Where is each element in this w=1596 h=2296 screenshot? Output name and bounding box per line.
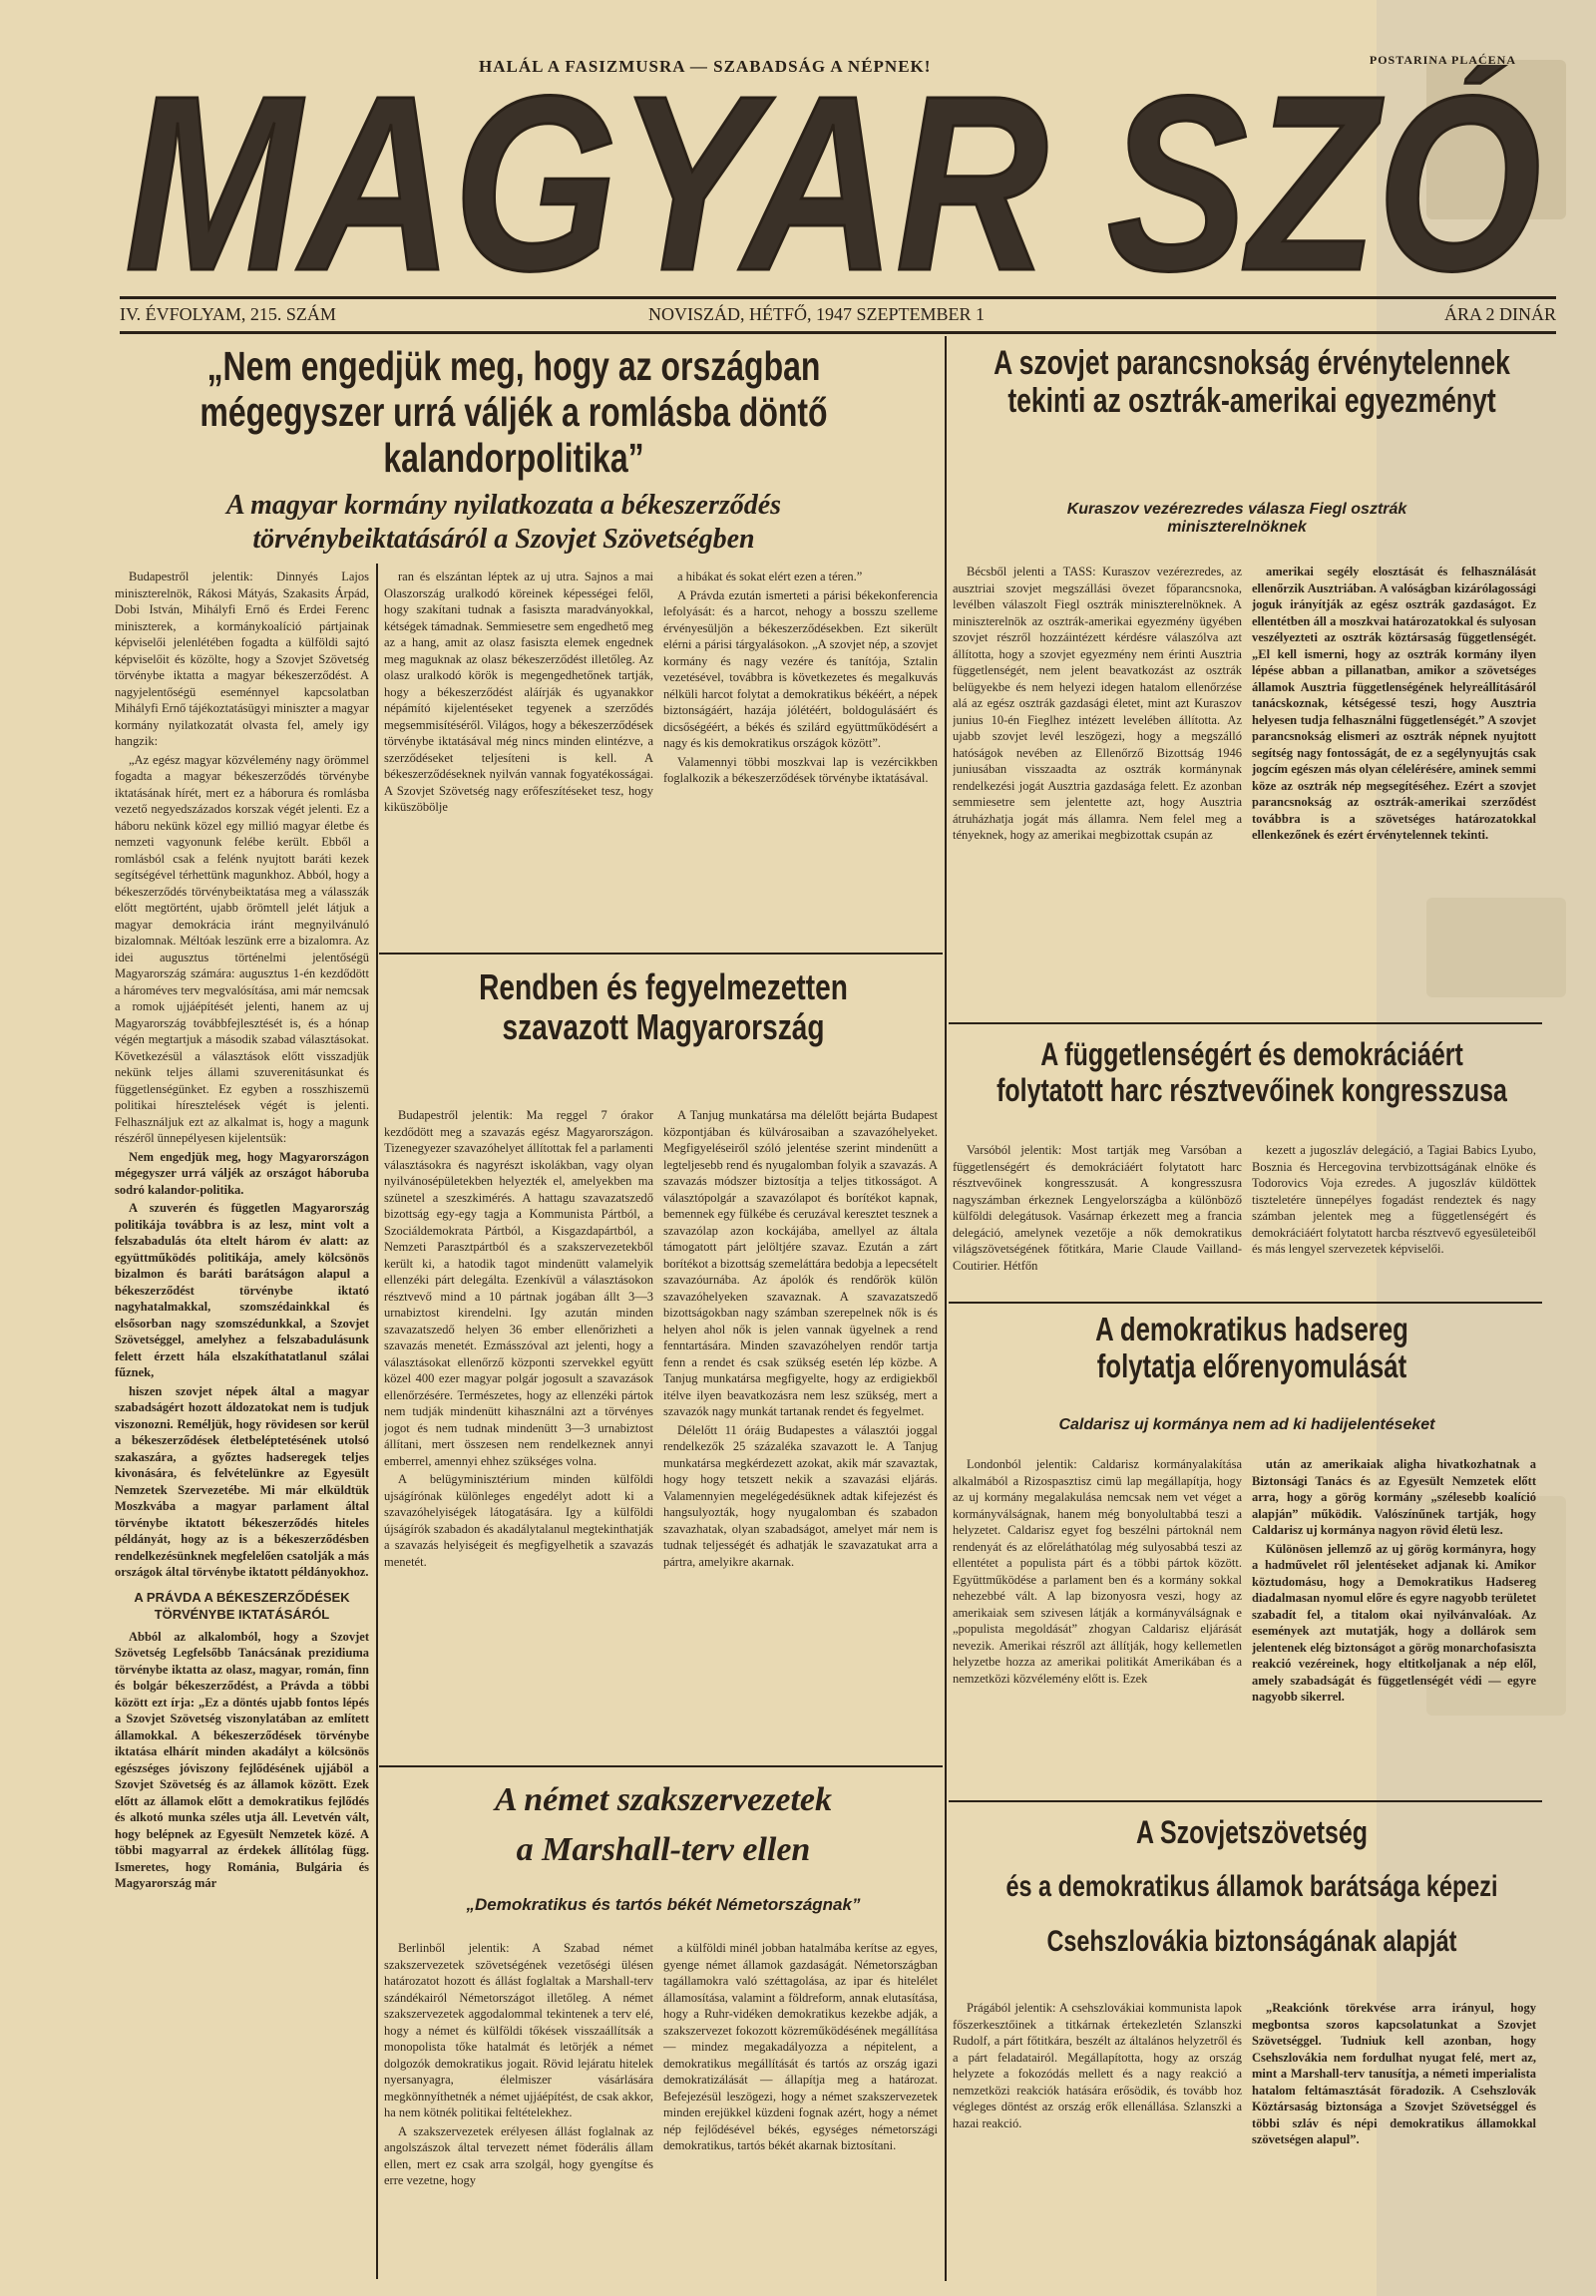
greece-headline: A demokratikus hadsereg folytatja előrenyomulását <box>1095 1311 1408 1384</box>
lead-headline: „Nem engedjük meg, hogy az országban mégegyszer urrá váljék a romlásba döntő kalandorpolitika” <box>200 343 828 481</box>
section-rule <box>949 1302 1542 1304</box>
section-rule <box>379 953 943 955</box>
vote-paragraph: Délelőtt 11 óráig Budapestes a választói joggal rendelkezők 25 százaléka szavazott le. A Tanjug munkatársa megkérdezett azokat, akik már szavaztak, hogy hogy tetszett nekik a szavazási eljárás. Valamennyien megelégedésüknek adtak kifejezést és hangsulyozták, hogy nyugalomban és szabadon szavazhatak, olyan szabadságot, amelyet már nem is tudnak teljességét és adhatják le szavazatukat arra a pártra, amelyikre akarnak. <box>663 1422 938 1569</box>
lead-paragraph: „Az egész magyar közvélemény nagy örömmel fogadta a magyar békeszerződés törvénybe iktatásának hírét, mert ez a háborura és romlásba vezető negyedszázados korszak végét jelenti. Ez a háboru nekünk közel egy millió magyar életbe és nemzeti vagyonunk felébe került. Ebből a romlásból csak a felénk nyujtott baráti kezek segítségével térhettünk magunkhoz. Abból, hogy a békeszerződés törvénybeiktatása meg a válasszák előtt megtörtént, ujabb örömtell jelét látjuk a magyar demokrácia iránt megnyilvánuló bizalomnak. Méltóak leszünk erre a bizalomra. Az idei augusztus történelmi jelentőségü Magyarország számára: augusztus 1-én kezdődött a hároméves terv megvalósítása, ami már nemcsak a romok ujjáépítését jelenti, hanem az uj Magyarország továbbfejlesztését is, és a hónap végén megtartjuk a második szabad választásokat. Következésül a választások előtt visszadjük nekünk teljes állami szuverenitásunkat és függetlenségünket. Ez egyben a rosszhiszemü politikai híresztelések végét is jelenti. Felhasználjuk ezt az alkalmat is, hogy a magunk részéről ünnepélyesen kijelentsük: <box>115 752 369 1145</box>
congress-paragraph: kezett a jugoszláv delegáció, a Tagiai Babics Lyubo, Bosznia és Hercegovina tervbizottságának elnöke és Todorovics Voja ezredes. A jugoszláv küldöttek tiszteletére ünnepélyes fogadást rendeztek és nagy számban jelentek meg a függetlenségért és demokráciáért folytatott harcba résztvevő egyesületeiből és más lengyel szervezetek képviselői. <box>1252 1143 1536 1256</box>
lead-column-1 <box>115 569 369 2289</box>
greece-column-2 <box>1252 1456 1536 1790</box>
vote-paragraph: Budapestről jelentik: Ma reggel 7 órakor kezdődött meg a szavazás egész Magyarországon. Tizenegyezer szavazóhelyet állítottak fel a parlamenti választásokra és nagyrészt iskolákban, vagy olyan nyilvánosépületekben helyezték el, amelyekben ma szünetel a szeszkimérés. A hattagu szavazatszedő bizottság egy-egy tagja a Kommunista Pártból, a Szociáldemokrata Pártból, a Kisgazdapártból, a Nemzeti Parasztpártból és a szakszervezetekből került ki, a hatodik tagot mindenütt valamelyik ellenzéki párt delegálta. Ezenkívül a választásokon résztvevő mind a 10 pártnak jogában állt 3—3 urnabiztost kirendelni. Igy azután minden szavazatszedő helyen 36 ember ellenőrizheti a szavazás menetét. Ezmásszóval azt jelenti, hogy a választásokat ellenőrző központi szervekkel együtt közel 400 ezer magyar polgár jogosult a szavazások ellenőrzésére. Természetes, hogy az ellenzéki pártok nem tudják mindenütt kihasználni azt a törvényes jogot és nem tudnak mindenütt 3—3 urnabiztost állítani, mert összesen nem rendelkeznek annyi emberrel, amennyi ehhez szükséges volna. <box>384 1108 653 1468</box>
german-paragraph: a külföldi minél jobban hatalmába kerítse az egyes, gyenge német államok gazdaságát. Németországban tagállamokra való széttagolása, az ipar és hitelélet államosítása, valamint a földreform, annak elutasítása, hogy a Ruhr-vidéken demokratikus kezekbe adják, a szakszervezet fokozott közreműködésének megállítása — mindez megakadályozza a népitelent, a demokratikus megállítását és tartós az ország igazi demokratizálását — állapítja meg a határozat. Befejezésül leszögezi, hogy a német szakszervezetek minden erejükkel küzdeni fognak azért, hogy a német nép fejlődésével békés, egységes németországi demokratikus, tartós békét akarnak biztosítani. <box>663 1941 938 2152</box>
austria-column-2 <box>1252 564 1536 1012</box>
greece-paragraph: után az amerikaiak aligha hivatkozhatnak a Biztonsági Tanács és az Egyesült Nemzetek előtt arra, hogy a görög kormány „szélesebb koalíció alapján” működik. Valószínűnek tartják, hogy Caldarisz uj kormánya nagyon rövid életü lesz. <box>1252 1457 1536 1537</box>
czech-paragraph: „Reakciónk törekvése arra irányul, hogy megbontsa szoros kapcsolatunkat a Szovjet Szövetséggel. Tudniuk kell azonban, hogy Csehszlovákia nem fordulhat nyugat felé, mert az, mint a Marshall-terv tanusítja, a németi imperialista hatalom feltámasztását föradozik. A Csehszlovák Köztársaság biztonsága a Szovjet Szövetséggel és többi szláv és népi demokratikus államokkal szövetségen alapul”. <box>1252 2001 1536 2146</box>
czech-column-2 <box>1252 2000 1536 2284</box>
section-rule <box>379 1765 943 1767</box>
czech-headline-line-1: A Szovjetszövetség <box>1135 1814 1369 1850</box>
czech-column-1 <box>953 2000 1242 2284</box>
austria-paragraph: amerikai segély elosztását és felhasználását ellenőrzik Ausztriában. A valóságban kizárólagossági joguk irányítják az egész osztrák gazdaságot. Ez ellentétben áll a moszkvai határozatokkal és sulyosan veszélyezteti az osztrák köztársaság függetlenségét. „El kell ismerni, hogy az osztrák kormány ilyen lépése abban a pillanatban, amikor a szövetséges államok Ausztria függetlenségének helyreállításáról tanácskoznak, kétségessé teszi, hogy Ausztria helyesen tudja felhasználni függetlenségét.” A szovjet parancsnokság elismeri az osztrák népnek nyujtott segítség nagy fontosságát, de ez a segélynyujtás csak jogcím egészen más olyan célelérésére, aminek semmi köze az osztrák nép megsegítéséhez. Ezért a szovjet parancsnokság az osztrák-amerikai szerződést továbbra is a szövetséges határozatokkal ellenkezőnek és ezért érvénytelennek tekinti. <box>1252 565 1536 842</box>
congress-column-1 <box>953 1142 1242 1292</box>
german-headline-line-2: a Marshall-terv ellen <box>516 1831 811 1868</box>
lead-paragraph: A szuverén és független Magyarország politikája továbbra is az lesz, mint volt a felszabadulás óta eltelt három év alatt: az együttműködés politikája, amely kölcsönös bizalmon és baráti barátságon alapul a békeszerződést törvénybe iktató nagyhatalmakkal, szomszédainkkal és elsősorban nagy szomszédunkkal, a Szovjet Szövetséggel, amelyhez a felszabadulásunk felett érzett hála elszakíthatatlanul szálai fűznek, <box>115 1201 369 1379</box>
front-page <box>75 15 1556 2296</box>
dateline: NOVISZÁD, HÉTFŐ, 1947 SZEPTEMBER 1 <box>648 304 986 324</box>
masthead-logo <box>115 65 1551 294</box>
czech-headline-line-2: és a demokratikus államok barátsága képezi <box>1005 1870 1498 1903</box>
lead-paragraph: ran és elszántan léptek az uj utra. Sajnos a mai Olaszország uralkodó köreinek képességei felől, hogy szakítani tudnak a fasiszta maradványokkal, kétségek támadnak. Semmiesetre sem engedhető meg az a hang, amit az olasz fasiszta elemek engednek meg maguknak az olasz békeszerződést illetőleg. Az olasz uralkodó körök is megengedhetőnek tartják, hogy a békeszerződést aláírják és ugyanakkor népámító kijelentéseket tegyenek a szerződés megsemmisítéséről. Világos, hogy a békeszerződések törvénybe iktatásával még nincs minden elintézve, a szerződéseket teljesíteni is kell. A békeszerződéseknek nyilván vannak fogyatékosságai. A Szovjet Szövetség nagy erőfeszítéseket tesz, hogy kiküszöbölje <box>384 570 653 814</box>
greece-column-1 <box>953 1456 1242 1790</box>
column-divider <box>376 564 378 2279</box>
congress-paragraph: Varsóból jelentik: Most tartják meg Varsóban a függetlenségért és demokráciáért folytatott harc résztvevőinek kongresszusát. A kongresszusra nagyszámban érkeznek Lengyelországba a különböző külföldi delegátusok. Vasárnap érkezett meg a francia delegáció, amelynek vezetője a nők demokratikus világszövetségének főtitkára, Marie Claude Vailland-Coutirier. Hétfőn <box>953 1143 1242 1273</box>
austria-paragraph: Bécsből jelenti a TASS: Kuraszov vezérezredes, az ausztriai szovjet megszállási övezet főparancsnoka, levélben válaszolt Fiegl osztrák miniszterelnöknek. A miniszterelnök az osztrák-amerikai egyezmény ügyében szovjet részről hozzáintézett kérdésre válaszólva azt állította, hogy a szovjet egyezmény nem érinti Ausztria függetlenségét, nem jelent beavatkozást az osztrák belügyekbe és nem helyezi idegen hatalom ellenőrzése alá az egész osztrák gazdasági életet, mint azt Kuraszov junius 10-én Fieglhez intézett levelében állította. Az ujabb szovjet levél leszögezi, hogy a megszálló hatóságok nevében az Ellenőrző Bizottság 1946 juniusában visszaadta az osztrák kormánynak rendelkezési jogát Ausztria gazdasága felett. Ez azonban semmiesetre sem jelentette azt, hogy Ausztria átruházhatja jogát más államra. Nem felel meg a tényeknek, hogy az amerikai megbizottak csupán az <box>953 565 1242 842</box>
czech-headline-line-3: Csehszlovákia biztonságának alapját <box>1046 1925 1457 1958</box>
vote-paragraph: A belügyminisztérium minden külföldi ujságírónak különleges engedélyt adott ki a szavazóhelyiségek látogatására. Igy a külföldi újságírók szabadon és akadálytalanul megtekinthatják a szavazás helyiségeit és megfigyelhetik a szavazás menetét. <box>384 1472 653 1569</box>
austria-deck: Kuraszov vezérezredes válasza Fiegl osztrák miniszterelnöknek <box>1066 501 1407 536</box>
austria-column-1 <box>953 564 1242 1012</box>
pravda-paragraph: Abból az alkalomból, hogy a Szovjet Szövetség Legfelsőbb Tanácsának prezidiuma törvénybe iktatta az olasz, magyar, román, finn és bolgár békeszerződést, a Právda a többi között ezt írja: „Ez a döntés ujabb fontos lépés a Szovjet Szövetség viszonylatában az említett államokkal. A békeszerződések törvénybe iktatása elhárít minden akadályt a kölcsönös egészséges jóviszony fejlődésének ujjáböl a Szovjet Szövetség és az államok között. Ezek előtt az államok előtt a demokratikus fejlődés és alkotó munka széles utja áll. Levetvén vált, hogy belépnek az Egyesült Nemzetek közé. A többi magyarral az érdekek állítólag függ. Ismeretes, hogy Románia, Bulgária és Magyarország már <box>115 1629 369 1891</box>
lead-subhead: A magyar kormány nyilatkozata a békeszerződés törvénybeiktatásáról a Szovjet Szövetségben <box>225 490 782 555</box>
lead-column-2 <box>384 569 653 948</box>
lead-paragraph: hiszen szovjet népek által a magyar szabadságért hozott áldozatokat nem is tudjuk viszonozni. Reméljük, hogy rövidesen sor kerül a békeszerződések életbeléptetésének utolsó szakaszára, a győztes hadseregek teljes kivonására, és felvételünkre az Egyesült Nemzetek Szervezetébe. Mi már elküldtük Moszkvába a magyar parlament által törvénybe iktatott békeszerződés hiteles példányát, hogy az is a békeszerződésben rendelkezésünknek megfelelően csatolják a más országok által törvénybe iktatott példányokhoz. <box>115 1383 369 1579</box>
slogan: HALÁL A FASIZMUSRA — SZABADSÁG A NÉPNEK! <box>479 57 932 76</box>
lead-paragraph: Budapestről jelentik: Dinnyés Lajos miniszterelnök, Rákosi Mátyás, Szakasits Árpád, Dobi István, Mihályfi Ernő és Erdei Ferenc miniszterek, a kormánykoalíció pártjainak képviselői jelenlétében fogadta a külföldi sajtó képviselőit és közölte, hogy a Szovjet Szövetség törvénybe iktatta a magyar békeszerződést. A nagyjelentőségü eseménnyel kapcsolatban Mihályfi Ernő tájékoztatásügyi miniszter a magyar kormány nyilatkozatát olvasta fel, amely igy hangzik: <box>115 570 369 748</box>
lead-column-3 <box>663 569 938 948</box>
greece-paragraph: Londonból jelentik: Caldarisz kormányalakítása alkalmából a Rizospasztisz cimü lap megállapítja, hogy az uj kormány megalakulása nemcsak nem vet véget a kormányválságnak, hanem még bonyolultabbá teszi a helyzetet. Caldarisz egyet fog beszélni pártoknál nem rendenyát és az előreláthatólag még sulyosabbá teszi az ellentétet a populista párt és a többi pártok között. Együttműködése a parlament ben és a kormány sokkal nehezebbé vált. A lap bizonyosra veszi, hogy az amerikaiak sem szivesen látják a kormányválságnak e „populista megoldását” zhogyan Caldarisz eljárását nevezik. Amerikai részről azt állítják, hogy kellemetlen helyzetbe hozza az amerikai politikát Amerikában és a nemzetközi közvélemény előtt is. Ezek <box>953 1457 1242 1686</box>
vote-column-2 <box>663 1107 938 1750</box>
section-rule <box>949 1800 1542 1802</box>
price: ÁRA 2 DINÁR <box>1443 304 1556 324</box>
lead-paragraph: Valamennyi többi moszkvai lap is vezércikkben foglalkozik a békeszerződések törvénybe iktatásával. <box>663 754 938 785</box>
lead-paragraph: A Právda ezután ismerteti a párisi békekonferencia lefolyását: és a harcot, nehogy a bosszu szelleme érvényesüljön a békeszerződésekben. Ezt sikerült elérni a párisi tárgyalásokon. „A szovjet nép, a szovjet kormány és nagy vezére és tanítója, Sztalin vezetésével, továbbra is következetes és megalkuvás nélküli harcot folytat a demokratikus békéért, a népek biztonságáért, hazája jólétéért, boldogulásáért és dicsőségéért, a békés és szilárd együttműködésért a nagy és kis demokratikus országok között”. <box>663 587 938 750</box>
german-column-2 <box>663 1940 938 2284</box>
congress-column-2 <box>1252 1142 1536 1292</box>
german-deck: „Demokratikus és tartós békét Németországnak” <box>466 1895 861 1914</box>
czech-paragraph: Prágából jelentik: A csehszlovákiai kommunista lapok főszerkesztőinek a titkárnak értekezletén Szlanszki Rudolf, a párt főtitkára, beszélt az általános helyzetről és a párt feladatairól. Megállapította, hogy az ország helyzete a fokozódás mellett és a nagy reakció a nemzetközi reakciók hatására erősödik, és tovább hoz végleges döntést az ország erők ellenállása. Szlanszki a hazai reakció. <box>953 2001 1242 2130</box>
german-headline-line-1: A német szakszervezetek <box>494 1781 833 1818</box>
lead-paragraph: a hibákat és sokat elért ezen a téren.” <box>677 570 863 583</box>
vote-paragraph: A Tanjug munkatársa ma délelőtt bejárta Budapest központjában és külvárosaiban a szavazóhelyeket. Megfigyeléseiről szóló jelentése szerint mindenütt a legteljesebb rend és nyugalomban folyik a szavazás. A szavazás módszer biztosítja a teljes titkosságot. A választópolgár a szavazólapot és borítékot kapnak, bemennek egy fülkébe és ceruzával keresztet tesznek a szavazólap azon kockájába, amellyel az általa támogatott párt jelöltjére szavaz. Ezután a zárt borítékot a bizottság szemeláttára bedobja a lepecsételt szavazóurnába. Az ápolók és rendőrök külön szavazóhelyeken szavaznak. A szavazatszedő bizottságokban nagy számban szerepelnek nők is és helyen ahol nők is jelen vannak ügyelnek a rend fenntartására. Minden szavazóhelyen rendőr tartja fenn a rendet és csak szükség esetén lép közbe. A Tanjug munkatársa megfigyelte, hogy az erdigiekből itélve ilyen beavatkozásra nem lesz szükség, mert a szavazók nagy munkát tartanak rendet és fegyelmet. <box>663 1108 938 1418</box>
austria-headline: A szovjet parancsnokság érvénytelennek tekinti az osztrák-amerikai egyezményt <box>994 344 1510 421</box>
masthead-title <box>115 65 1551 294</box>
volume-number: IV. ÉVFOLYAM, 215. SZÁM <box>120 304 336 324</box>
german-paragraph: Berlinből jelentik: A Szabad német szakszervezetek szövetségének vezetőségi ülésen határozatot hozott és állást foglaltak a Marshall-terv szándékairól Németországot illetőleg. A német szakszervezetek aggodalommal tekintenek a terv elé, hogy a német és külföldi tőkések visszaállítsák a monopolista tőke hatalmát és letörjék a német dolgozók demokratikus jogait. Rövid lejáratu hitelek nyersanyagra, élelmiszer vásárlására megkönnyíthetnék a német ujjáépítést, de csak akkor, ha nem kötnék politikai feltételekhez. <box>384 1941 653 2119</box>
issue-info-bar <box>120 296 1556 334</box>
lead-paragraph: Nem engedjük meg, hogy Magyarországon mégegyszer urrá váljék az országot háboruba sodró kalandor-politika. <box>115 1149 369 1197</box>
greece-deck: Caldarisz uj kormánya nem ad ki hadijelentéseket <box>1058 1416 1435 1433</box>
vote-headline: Rendben és fegyelmezetten szavazott Magyarország <box>479 966 848 1048</box>
masthead-text: MAGYAR SZÓ <box>125 65 1541 294</box>
postage-note: POSTARINA PLAĆENA <box>1369 53 1516 67</box>
congress-headline: A függetlenségért és demokráciáért folytatott harc résztvevőinek kongresszusa <box>997 1036 1507 1108</box>
column-divider <box>945 336 947 2281</box>
section-rule <box>949 1022 1542 1024</box>
vote-column-1 <box>384 1107 653 1750</box>
german-column-1 <box>384 1940 653 2284</box>
german-paragraph: A szakszervezetek erélyesen állást foglalnak az angolszászok által tervezett német föderális állam ellen, mert ez csak arra szolgál, hogy gyengítse és erre vezetne, hogy <box>384 2123 653 2187</box>
pravda-subtitle: A PRÁVDA A BÉKESZERZŐDÉSEK TÖRVÉNYBE IKTATÁSÁRÓL <box>134 1589 350 1622</box>
greece-paragraph: Különösen jellemző az uj görög kormányra, hogy a hadművelet ről jelentéseket adjanak ki. Amikor köztudomásu, hogy a Demokratikus Hadsereg diadalmasan nyomul előre és egyre nagyobb területet szabadít fel, a titalom okai nyilvánvalóak. Az események azt mutatják, hogy a dollárok sem jelentenek elég biztonságot a görög monarchofasiszta reakció vezéreinek, hogy eltitkoljanak a nép elől, amely szabadságát és függetlenségét védi — egyre nagyobb sikerrel. <box>1252 1541 1536 1704</box>
